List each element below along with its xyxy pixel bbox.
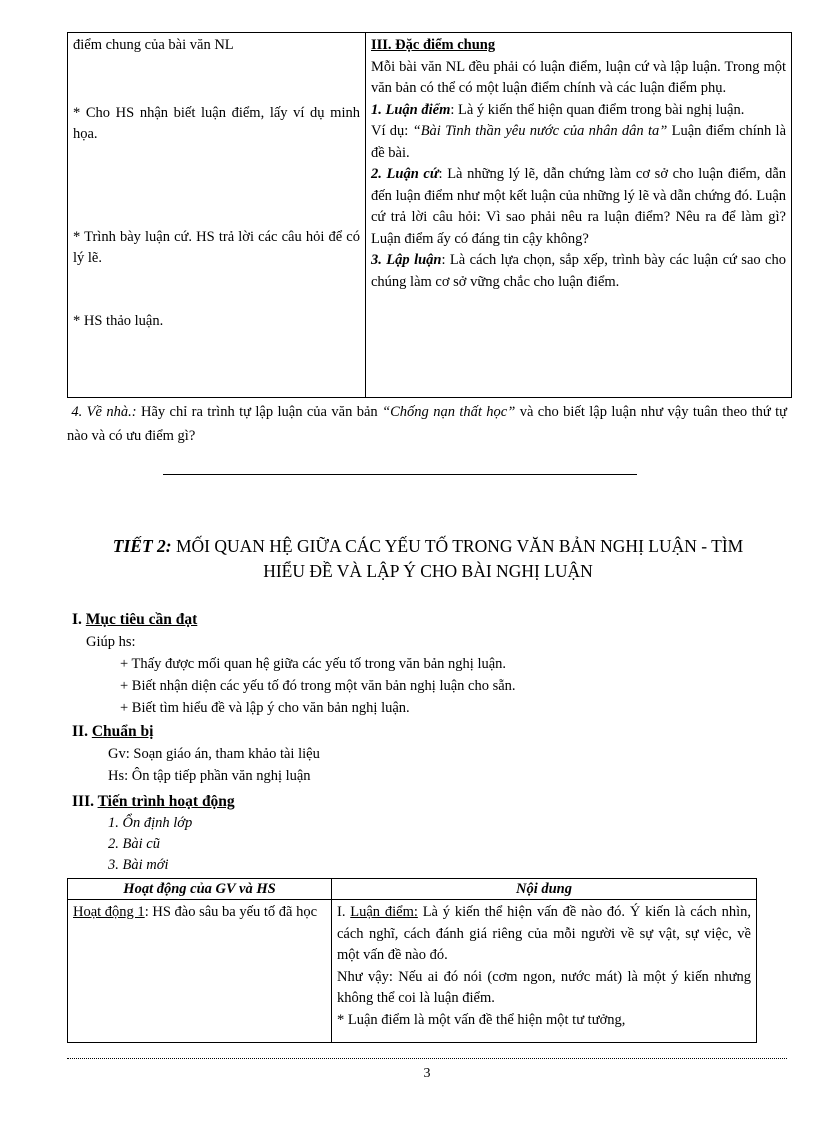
content-table-2 [67, 878, 757, 1043]
lesson-title-line-2: HIỂU ĐỀ VÀ LẬP Ý CHO BÀI NGHỊ LUẬN [263, 561, 593, 581]
definition-example: Như vậy: Nếu ai đó nói (cơm ngon, nước mát) là một ý kiến nhưng không thể coi là luận điểm. [337, 968, 751, 1006]
luan-cu-label: 2. Luận cứ [371, 166, 439, 182]
section-2-num: II. [72, 723, 92, 740]
lesson-title-line-1 [67, 534, 789, 559]
activity-step: 3. Bài mới [108, 857, 169, 873]
lap-luan-para [371, 250, 786, 293]
table2-header-left: Hoạt động của GV và HS [68, 879, 332, 900]
section-preparation [72, 721, 772, 787]
table1-left-cell [68, 33, 366, 398]
example-suffix: Luận điểm chính là đề bài. [371, 123, 787, 161]
definition-note: * Luận điểm là một vấn đề thể hiện một tư tưởng, [337, 1011, 626, 1028]
content-table-1 [67, 32, 792, 398]
lap-luan-text: : Là cách lựa chọn, sắp xếp, trình bày các luận cứ sao cho chúng làm cơ sở vững chắc cho luận điểm. [371, 252, 786, 290]
definition-text: Là ý kiến thể hiện vấn đề nào đó. Ý kiến là cách nhìn, cách nghĩ, cách đánh giá riêng của mỗi người về sự vật, sự việc, về một vấn đề nào đó. [337, 904, 751, 963]
page-number: 3 [423, 1066, 431, 1081]
section-1-intro: Giúp hs: [86, 634, 136, 650]
prep-item: Gv: Soạn giáo án, tham khảo tài liệu [108, 746, 320, 762]
lesson-title-prefix: TIẾT 2: [112, 536, 172, 556]
objective-item: + Thấy được mối quan hệ giữa các yếu tố trong văn bản nghị luận. [120, 656, 507, 672]
luan-diem-definition [337, 902, 751, 967]
homework-label: 4. Về nhà.: [71, 404, 137, 420]
objective-item: + Biết tìm hiểu đề và lập ý cho văn bản nghị luận. [120, 700, 410, 716]
homework-paragraph [67, 400, 787, 448]
luan-diem-text: : Là ý kiến thể hiện quan điểm trong bài nghị luận. [450, 101, 745, 118]
footer-rule [67, 1058, 787, 1059]
objective-item: + Biết nhận diện các yếu tố đó trong một văn bản nghị luận cho sẵn. [120, 678, 516, 694]
section-2-heading [72, 721, 772, 743]
example-prefix: Ví dụ: [371, 123, 413, 139]
luan-diem-label: 1. Luận điểm [371, 101, 451, 118]
homework-title: “Chống nạn thất học” [382, 404, 516, 420]
table2-right-cell [332, 900, 757, 1043]
activity-step: 1. Ổn định lớp [108, 815, 193, 831]
section-3-title: Tiến trình hoạt động [97, 793, 235, 810]
lesson-title [67, 534, 789, 584]
definition-num: I. [337, 904, 351, 920]
prep-item: Hs: Ôn tập tiếp phần văn nghị luận [108, 768, 311, 784]
table1-left-line-3: * Trình bày luận cứ. HS trả lời các câu hỏi để có lý lẽ. [73, 229, 360, 266]
table1-left-line-1: điểm chung của bài văn NL [73, 37, 234, 53]
activity-1-label: Hoạt động 1 [73, 904, 145, 920]
table1-right-cell [366, 33, 792, 398]
table1-intro: Mỗi bài văn NL đều phải có luận điểm, luận cứ và lập luận. Trong một văn bản có thể có một luận điểm chính và các luận điểm phụ. [371, 58, 786, 96]
activity-1-text: : HS đào sâu ba yếu tố đã học [144, 904, 318, 920]
section-1-heading [72, 609, 772, 631]
section-heading-dac-diem: III. Đặc điểm chung [371, 37, 496, 53]
table1-left-line-4: * HS thảo luận. [73, 313, 164, 329]
example-title: “Bài Tinh thần yêu nước của nhân dân ta” [412, 123, 668, 139]
table1-left-line-2: * Cho HS nhận biết luận điểm, lấy ví dụ minh họa. [73, 105, 360, 142]
lesson-title-text-1: MỐI QUAN HỆ GIỮA CÁC YẾU TỐ TRONG VĂN BẢN NGHỊ LUẬN - TÌM [171, 536, 744, 556]
section-2-title: Chuẩn bị [91, 723, 154, 740]
homework-text-1: Hãy chỉ ra trình tự lập luận của văn bản [136, 404, 383, 420]
table2-left-cell [68, 900, 332, 1043]
example-para [371, 121, 786, 164]
lap-luan-label: 3. Lập luận [371, 252, 442, 268]
homework-text-2: và cho biết lập luận như vậy tuân theo thứ tự nào và có ưu điểm gì? [67, 404, 787, 444]
luan-diem-para [371, 100, 786, 122]
table2-header-right: Nội dung [332, 879, 757, 900]
section-1-title: Mục tiêu cần đạt [85, 611, 198, 628]
luan-cu-text: : Là những lý lẽ, dẫn chứng làm cơ sở cho luận điểm, dẫn đến luận điểm như một kết luận của những lý lẽ và dẫn chứng đó. Luận cứ trả lời câu hỏi: Vì sao phải nêu ra luận điểm? Nêu ra để làm gì? Luận điểm ấy có đáng tin cậy không? [371, 166, 787, 247]
definition-label: Luận điểm: [350, 904, 418, 920]
section-3-num: III. [72, 793, 98, 810]
luan-cu-para [371, 164, 786, 250]
separator-line [163, 474, 637, 475]
section-1-num: I. [72, 611, 86, 628]
activity-step: 2. Bài cũ [108, 836, 160, 852]
section-3-heading [72, 791, 772, 813]
section-activities [72, 791, 772, 876]
section-objectives [72, 609, 772, 719]
